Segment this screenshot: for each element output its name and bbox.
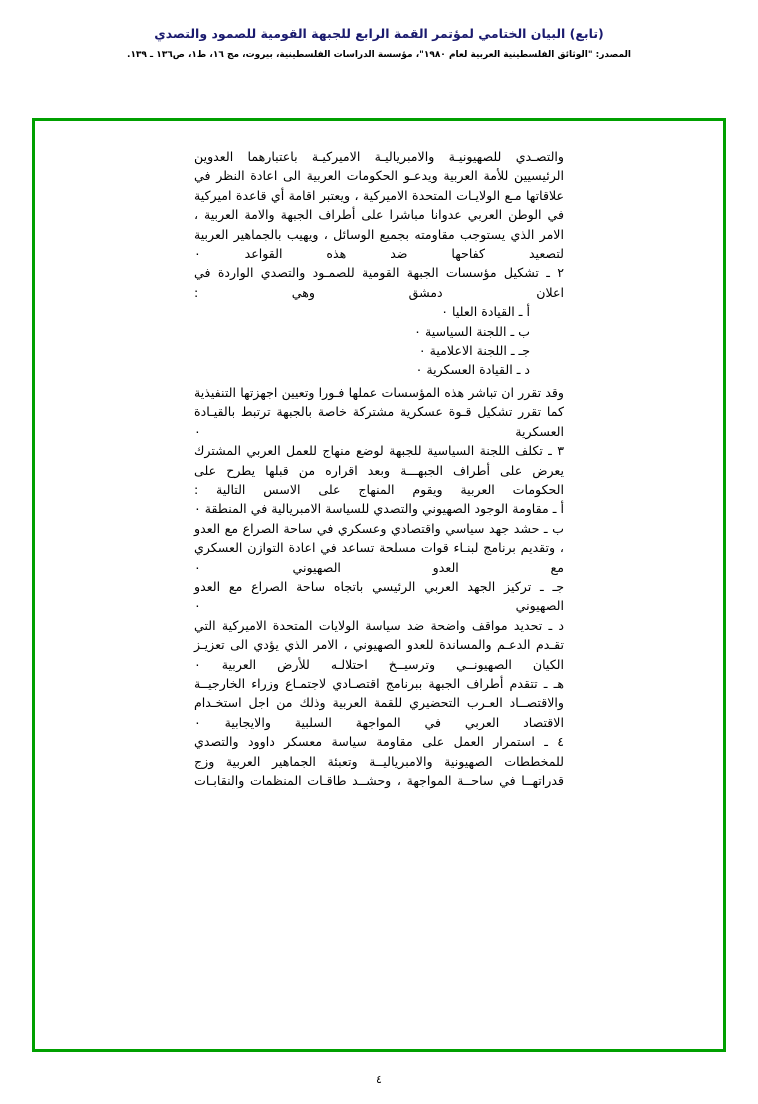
paragraph: جـ ـ تركيز الجهد العربي الرئيسي باتجاه ساحة الصراع مع العدو الصهيوني ٠	[194, 578, 564, 614]
list-item: أ ـ القيادة العليا ٠	[441, 304, 530, 320]
list-item: جـ ـ اللجنة الاعلامية ٠	[418, 343, 530, 359]
list-item: د ـ القيادة العسكرية ٠	[415, 362, 530, 378]
paragraph: د ـ تحديد مواقف واضحة ضد سياسة الولايات المتحدة الاميركية التي تقـدم الدعـم والمساندة للعدو الصهيوني ، الامر الذي يؤدي الى تعزيـز الكيان الصهيونــي وترسيــخ احتلالـه للأرض العربية ٠	[194, 617, 564, 672]
paragraph: أ ـ مقاومة الوجود الصهيوني والتصدي للسياسة الامبريالية في المنطقة ٠	[194, 501, 564, 517]
paragraph: هـ ـ تتقدم أطراف الجبهة ببرنامج اقتصـادي لاجتمـاع وزراء الخارجيــة والاقتصــاد العـرب التحضيري للقمة العربية وذلك من اجل استخـدام الاقتصاد العربي في المواجهة السلبية والايجابية ٠	[194, 675, 564, 730]
paragraph: ب ـ حشد جهد سياسي واقتصادي وعسكري في ساحة الصراع مع العدو ، وتقديم برنامج لبنـاء قوات مسلحة تساعد في اعادة التوازن العسكري مع العدو الصهيوني ٠	[194, 520, 564, 575]
paragraph: وقد تقرر ان تباشر هذه المؤسسات عملها فـورا وتعيين اجهزتها التنفيذية كما تقرر تشكيل قـوة عسكرية مشتركة خاصة بالجبهة ترتبط بالقيـادة العسكرية ٠	[194, 384, 564, 439]
document-page	[0, 26, 758, 1104]
page-title: (تابع) البيان الختامي لمؤتمر القمة الرابع للجبهة القومية للصمود والتصدي	[154, 26, 604, 41]
list-item: ب ـ اللجنة السياسية ٠	[414, 323, 530, 339]
paragraph: ٢ ـ تشكيل مؤسسات الجبهة القومية للصمـود والتصدي الواردة في اعلان دمشق وهي :	[194, 265, 564, 300]
paragraph: ٣ ـ تكلف اللجنة السياسية للجبهة لوضع منهاج للعمل العربي المشترك يعرض على أطراف الجبهـــة وبعد اقراره من قبلها يطرح على الحكومات العربية ويقوم المنهاج على الاسس التالية :	[194, 443, 564, 497]
paragraph: ٤ ـ استمرار العمل على مقاومة سياسة معسكر داوود والتصدي للمخططات الصهيونية والامبرياليــة وتعبئة الجماهير العربية وزج قدراتهــا في ساحــة المواجهة ، وحشــد طاقـات المنظمات والنقابـات	[194, 734, 564, 788]
content-frame	[35, 121, 723, 1049]
page-number: ٤	[376, 1073, 382, 1086]
document-body	[194, 147, 564, 790]
paragraph: والتصـدي للصهيونيـة والامبرياليـة الاميركيـة باعتبارهما العدوين الرئيسيين للأمة العربية ويدعـو الحكومات العربية الى اعادة النظر في علاقاتها مـع الولايـات المتحدة الاميركية ، ويعتبر اقامة أي قاعدة اميركية في الوطن العربي عدوانا مباشرا على أطراف الجبهة والامة العربية ، الامر الذي يستوجب مقاومته بجميع الوسائل ، ويهيب بالجماهير العربية لتصعيد كفاحها ضد هذه القواعد ٠	[194, 149, 564, 262]
source-citation: المصدر: "الوثائق الفلسطينية العربية لعام ١٩٨٠"، مؤسسة الدراسات الفلسطينية، بيروت، مج ١٦، ط١، ص١٣٦ ـ ١٣٩.	[127, 50, 631, 60]
content-frame-border	[32, 118, 726, 1052]
